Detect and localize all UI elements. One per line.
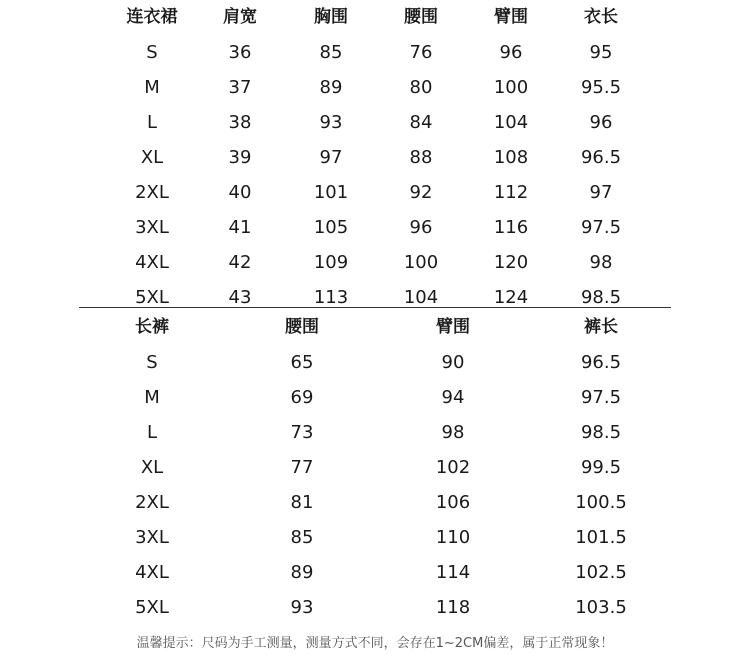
- dress-header-cell: 臂围: [494, 7, 528, 27]
- dress-table-row: [0, 245, 750, 280]
- dress-cell: XL: [140, 147, 164, 168]
- pants-cell: 102.5: [575, 562, 627, 583]
- pants-cell: 2XL: [135, 492, 169, 513]
- dress-cell: 97: [589, 182, 613, 203]
- pants-cell: 106: [435, 492, 471, 513]
- pants-cell: 5XL: [135, 597, 169, 618]
- pants-cell: 118: [435, 597, 471, 618]
- section-divider: [79, 307, 671, 308]
- dress-cell: 101: [313, 182, 349, 203]
- dress-cell: 84: [409, 112, 433, 133]
- dress-cell: 120: [493, 252, 529, 273]
- dress-cell: 76: [409, 42, 433, 63]
- pants-cell: 94: [441, 387, 465, 408]
- dress-cell: 80: [409, 77, 433, 98]
- dress-table-row: [0, 210, 750, 245]
- pants-cell: 69: [290, 387, 314, 408]
- dress-cell: S: [146, 42, 158, 63]
- dress-cell: 98: [589, 252, 613, 273]
- dress-cell: 5XL: [135, 287, 169, 308]
- dress-cell: 97.5: [580, 217, 622, 238]
- dress-cell: 108: [493, 147, 529, 168]
- pants-cell: L: [146, 422, 158, 443]
- dress-header-cell: 胸围: [314, 7, 348, 27]
- pants-cell: 85: [290, 527, 314, 548]
- dress-cell: 112: [493, 182, 529, 203]
- dress-cell: 43: [228, 287, 252, 308]
- dress-header-cell: 腰围: [404, 7, 438, 27]
- dress-cell: 85: [319, 42, 343, 63]
- dress-table-row: [0, 175, 750, 210]
- pants-table-row: [0, 590, 750, 625]
- dress-cell: 96: [499, 42, 523, 63]
- pants-table-row: [0, 485, 750, 520]
- pants-header-cell: 裤长: [584, 317, 618, 337]
- pants-header-cell: 臂围: [436, 317, 470, 337]
- dress-cell: 124: [493, 287, 529, 308]
- dress-cell: 116: [493, 217, 529, 238]
- pants-cell: 93: [290, 597, 314, 618]
- pants-cell: 90: [441, 352, 465, 373]
- pants-cell: 73: [290, 422, 314, 443]
- pants-header-cell: 长裤: [135, 317, 169, 337]
- dress-cell: M: [144, 77, 160, 98]
- pants-cell: 3XL: [135, 527, 169, 548]
- dress-cell: 38: [228, 112, 252, 133]
- dress-cell: 2XL: [135, 182, 169, 203]
- dress-cell: 104: [403, 287, 439, 308]
- pants-cell: S: [146, 352, 158, 373]
- dress-cell: 105: [313, 217, 349, 238]
- dress-table-row: [0, 140, 750, 175]
- dress-cell: 97: [319, 147, 343, 168]
- pants-cell: 89: [290, 562, 314, 583]
- measurement-footnote: 温馨提示：尺码为手工测量，测量方式不同，会存在1~2CM偏差，属于正常现象！: [136, 636, 614, 651]
- pants-cell: 4XL: [135, 562, 169, 583]
- dress-header-cell: 衣长: [584, 7, 618, 27]
- pants-table-row: [0, 450, 750, 485]
- dress-cell: 93: [319, 112, 343, 133]
- pants-table-row: [0, 555, 750, 590]
- dress-table-row: [0, 70, 750, 105]
- pants-header-row: [0, 310, 750, 345]
- dress-cell: 36: [228, 42, 252, 63]
- dress-cell: 4XL: [135, 252, 169, 273]
- dress-cell: 109: [313, 252, 349, 273]
- dress-header-cell: 连衣裙: [126, 7, 178, 27]
- pants-cell: 98: [441, 422, 465, 443]
- dress-cell: 92: [409, 182, 433, 203]
- dress-cell: L: [146, 112, 158, 133]
- dress-cell: 98.5: [580, 287, 622, 308]
- dress-cell: 95.5: [580, 77, 622, 98]
- dress-cell: 89: [319, 77, 343, 98]
- dress-table-row: [0, 105, 750, 140]
- dress-cell: 113: [313, 287, 349, 308]
- dress-cell: 40: [228, 182, 252, 203]
- dress-header-cell: 肩宽: [223, 7, 257, 27]
- dress-cell: 96: [589, 112, 613, 133]
- pants-cell: 96.5: [580, 352, 622, 373]
- pants-cell: M: [144, 387, 160, 408]
- dress-cell: 41: [228, 217, 252, 238]
- dress-cell: 100: [493, 77, 529, 98]
- pants-size-table: [0, 310, 750, 625]
- pants-table-row: [0, 415, 750, 450]
- pants-cell: 114: [435, 562, 471, 583]
- dress-cell: 95: [589, 42, 613, 63]
- dress-cell: 39: [228, 147, 252, 168]
- dress-cell: 3XL: [135, 217, 169, 238]
- pants-table-row: [0, 380, 750, 415]
- pants-cell: 77: [290, 457, 314, 478]
- pants-cell: 81: [290, 492, 314, 513]
- dress-cell: 37: [228, 77, 252, 98]
- pants-table-row: [0, 520, 750, 555]
- dress-size-table: [0, 0, 750, 315]
- pants-cell: 98.5: [580, 422, 622, 443]
- pants-cell: 99.5: [580, 457, 622, 478]
- pants-cell: 110: [435, 527, 471, 548]
- dress-cell: 96.5: [580, 147, 622, 168]
- pants-cell: 97.5: [580, 387, 622, 408]
- dress-cell: 104: [493, 112, 529, 133]
- pants-table-row: [0, 345, 750, 380]
- dress-cell: 88: [409, 147, 433, 168]
- pants-cell: XL: [140, 457, 164, 478]
- dress-cell: 100: [403, 252, 439, 273]
- dress-cell: 96: [409, 217, 433, 238]
- pants-cell: 65: [290, 352, 314, 373]
- dress-header-row: [0, 0, 750, 35]
- pants-cell: 101.5: [575, 527, 627, 548]
- dress-cell: 42: [228, 252, 252, 273]
- pants-cell: 100.5: [575, 492, 627, 513]
- pants-header-cell: 腰围: [285, 317, 319, 337]
- pants-cell: 103.5: [575, 597, 627, 618]
- pants-cell: 102: [435, 457, 471, 478]
- dress-table-row: [0, 35, 750, 70]
